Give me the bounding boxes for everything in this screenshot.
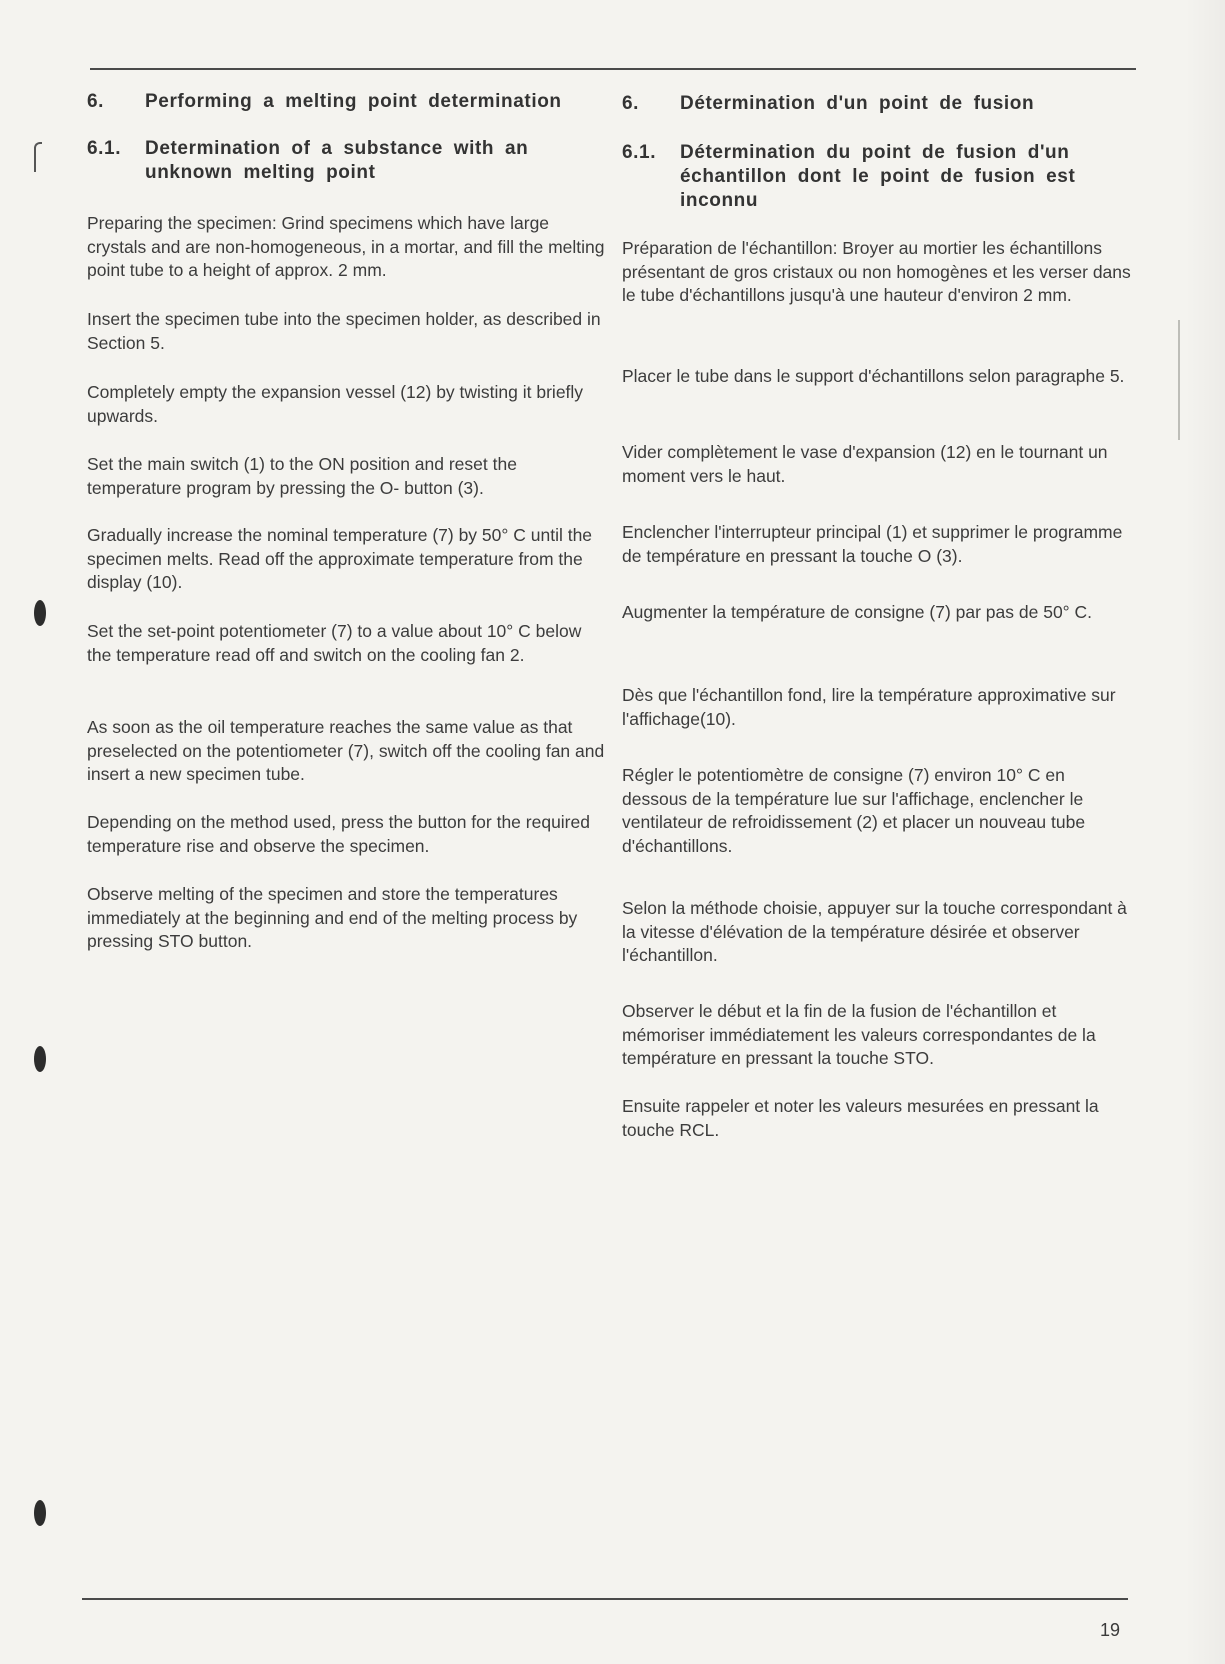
bottom-rule (82, 1598, 1128, 1600)
paragraph: Préparation de l'échantillon: Broyer au mortier les échantillons présentant de gros cristaux ou non homogènes et les verser dans le tube d'échantillons jusqu'à une hauteur d'environ 2 mm. (622, 238, 1131, 305)
paragraph: Augmenter la température de consigne (7) par pas de 50° C. (622, 602, 1093, 622)
subsection-number: 6.1. (622, 142, 657, 163)
top-rule (90, 68, 1136, 70)
punch-hole (34, 1500, 46, 1526)
subsection-title: Détermination du point de fusion d'un échantillon dont le point de fusion est inconnu (680, 142, 1076, 211)
subsection-heading (622, 141, 1134, 213)
margin-mark (34, 142, 42, 172)
paragraph: Ensuite rappeler et noter les valeurs mesurées en pressant la touche RCL. (622, 1096, 1099, 1140)
paragraph: As soon as the oil temperature reaches the same value as that preselected on the potentiometer (7), switch off the cooling fan and insert a new specimen tube. (87, 717, 605, 784)
page-edge-mark (1178, 320, 1180, 440)
paragraph: Preparing the specimen: Grind specimens which have large crystals and are non-homogeneous, in a mortar, and fill the melting point tube to a height of approx. 2 mm. (87, 213, 605, 280)
paragraph: Observer le début et la fin de la fusion de l'échantillon et mémoriser immédiatement les valeurs correspondantes de la température en pressant la touche STO. (622, 1001, 1096, 1068)
paragraph: Observe melting of the specimen and store the temperatures immediately at the beginning and end of the melting process by pressing STO button. (87, 884, 578, 951)
punch-hole (34, 600, 46, 626)
paragraph: Vider complètement le vase d'expansion (12) en le tournant un moment vers le haut. (622, 442, 1108, 486)
paragraph: Enclencher l'interrupteur principal (1) et supprimer le programme de température en pressant la touche O (3). (622, 522, 1123, 566)
paragraph: Placer le tube dans le support d'échantillons selon paragraphe 5. (622, 366, 1125, 386)
subsection-title: Determination of a substance with an unknown melting point (145, 138, 529, 183)
page-edge-shadow (1185, 0, 1225, 1664)
paragraph: Depending on the method used, press the button for the required temperature rise and observe the specimen. (87, 812, 590, 856)
paragraph: Régler le potentiomètre de consigne (7) environ 10° C en dessous de la température lue sur l'affichage, enclencher le ventilateur de refroidissement (2) et placer un nouveau tube d'échantillons. (622, 765, 1086, 856)
paragraph: Dès que l'échantillon fond, lire la température approximative sur l'affichage(10). (622, 685, 1116, 729)
paragraph: Gradually increase the nominal temperature (7) by 50° C until the specimen melts. Read off the approximate temperature from the display (10). (87, 525, 593, 592)
subsection-number: 6.1. (87, 138, 122, 159)
page-number: 19 (1100, 1620, 1121, 1640)
paragraph: Set the set-point potentiometer (7) to a value about 10° C below the temperature read off and switch on the cooling fan 2. (87, 621, 582, 665)
section-title: Performing a melting point determination (145, 91, 562, 112)
subsection-heading (87, 137, 607, 185)
punch-hole (34, 1046, 46, 1072)
paragraph: Insert the specimen tube into the specimen holder, as described in Section 5. (87, 309, 601, 353)
paragraph: Set the main switch (1) to the ON position and reset the temperature program by pressing the O- button (3). (87, 454, 517, 498)
section-number: 6. (622, 93, 640, 114)
section-heading (622, 92, 1134, 116)
section-number: 6. (87, 91, 105, 112)
section-heading (87, 90, 607, 114)
section-title: Détermination d'un point de fusion (680, 93, 1035, 114)
paragraph: Completely empty the expansion vessel (12) by twisting it briefly upwards. (87, 382, 584, 426)
paragraph: Selon la méthode choisie, appuyer sur la touche correspondant à la vitesse d'élévation de la température désirée et observer l'échantillon. (622, 898, 1127, 965)
